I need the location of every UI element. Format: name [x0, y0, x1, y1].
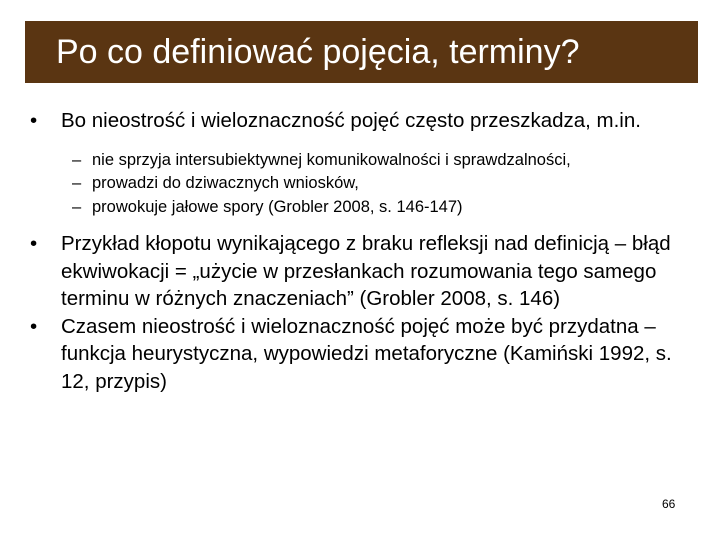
bullet-item [30, 230, 700, 313]
sub-list-item [72, 196, 700, 220]
bullet-text: Czasem nieostrość i wieloznaczność pojęć może być przydatna – funkcja heurystyczna, wypowiedzi metaforyczne (Kamiński 1992, s. 12, przypis) [61, 314, 672, 393]
dash-marker: – [72, 150, 82, 169]
dash-marker: – [72, 174, 82, 192]
sub-list [30, 149, 700, 220]
slide-title: Po co definiować pojęcia, terminy? [56, 33, 580, 71]
bullet-text: Przykład kłopotu wynikającego z braku refleksji nad definicją – błąd ekwiwokacji = „użycie w przesłankach rozumowania tego samego terminu w różnych znaczeniach” (Grobler 2008, s. 146) [61, 232, 671, 310]
bullet-marker: • [30, 109, 38, 132]
bullet-text: Bo nieostrość i wieloznaczność pojęć często przeszkadza, m.in. [61, 109, 641, 132]
page-number: 66 [662, 497, 676, 511]
bullet-marker: • [30, 232, 38, 255]
dash-marker: – [72, 197, 82, 216]
sub-item-text: nie sprzyja intersubiektywnej komunikowalności i sprawdzalności, [92, 150, 571, 169]
sub-list-item [72, 149, 700, 173]
slide-title-bar [25, 21, 698, 83]
sub-item-text: prowadzi do dziwacznych wniosków, [92, 174, 359, 192]
slide-content [30, 107, 700, 395]
sub-item-text: prowokuje jałowe spory (Grobler 2008, s. 146-147) [92, 197, 463, 216]
sub-list-item [72, 172, 700, 196]
bullet-item [30, 313, 700, 396]
bullet-item [30, 107, 700, 135]
bullet-marker: • [30, 314, 38, 338]
